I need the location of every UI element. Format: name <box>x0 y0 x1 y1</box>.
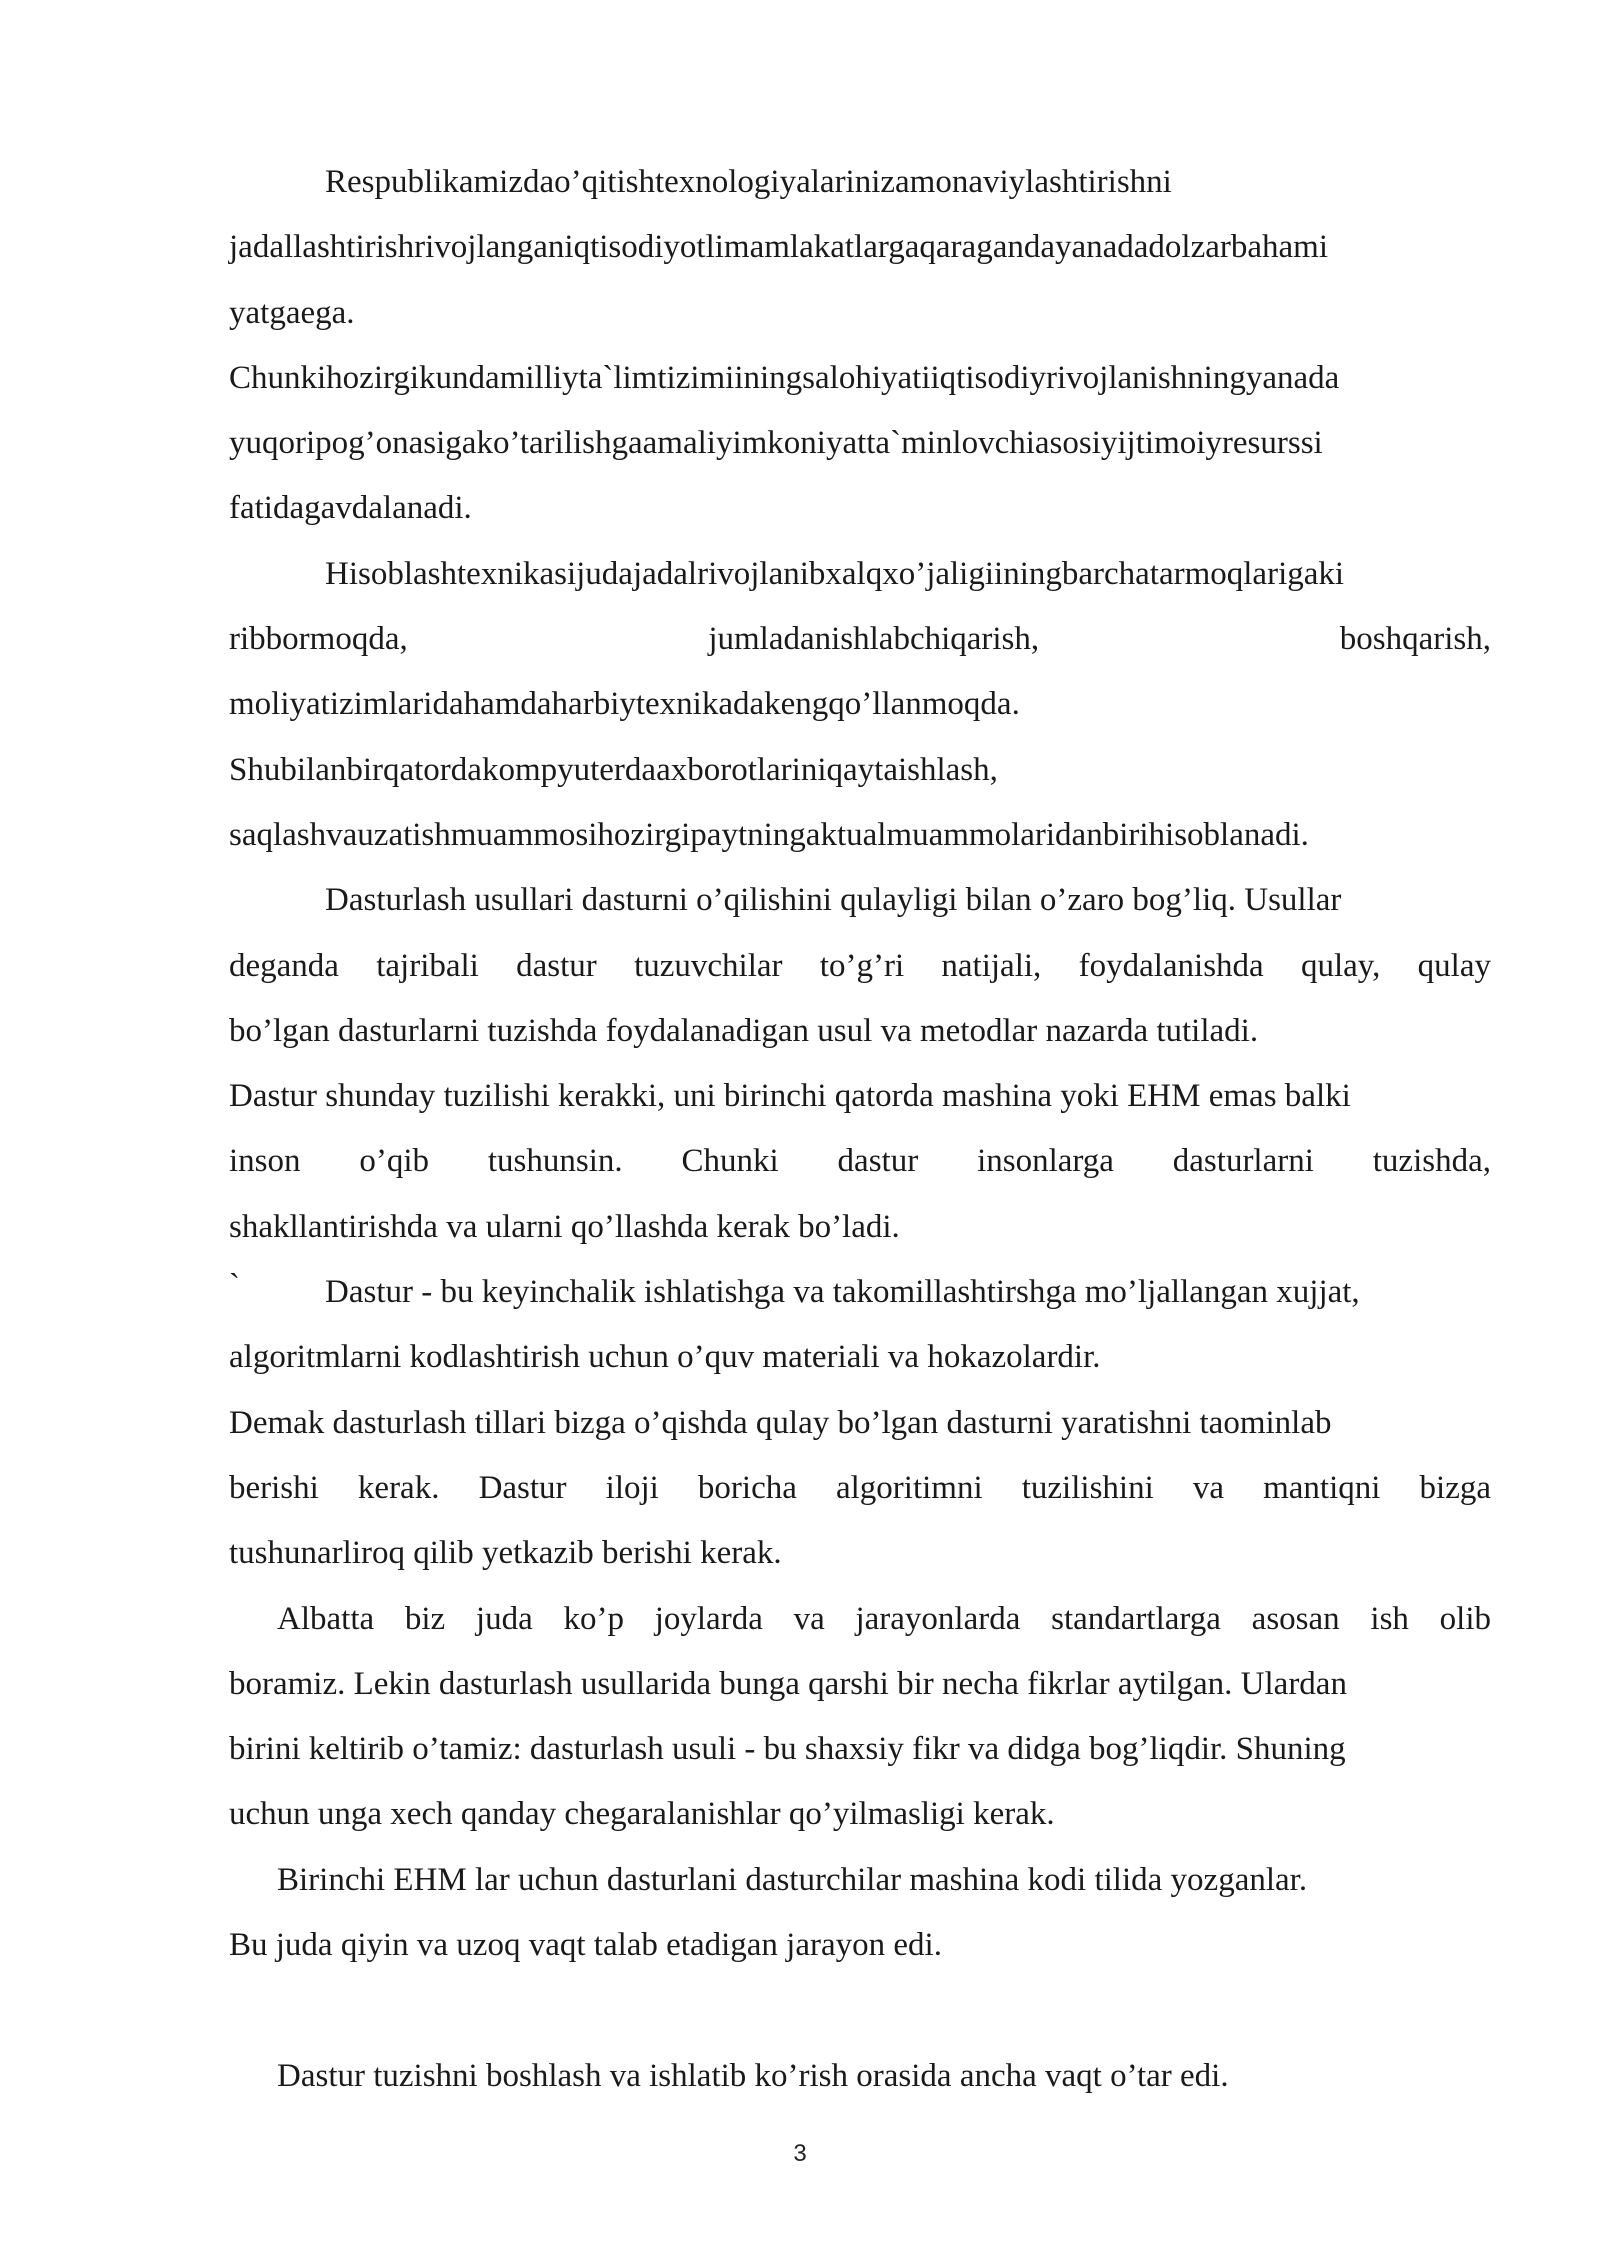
paragraph-10-line-2: Bu juda qiyin va uzoq vaqt talab etadigan jarayon edi. <box>229 1927 942 1964</box>
paragraph-6-line-1: Dastur shunday tuzilishi kerakki, uni birinchi qatorda mashina yoki EHM emas balki <box>229 1078 1351 1115</box>
paragraph-9-line-1: Albatta biz juda ko’p joylarda va jarayonlarda standartlarga asosan ish olib <box>277 1600 1491 1637</box>
paragraph-5-line-1: Dasturlash usullari dasturni o’qilishini qulayligi bilan o’zaro bog’liq. Usullar <box>325 882 1342 919</box>
paragraph-7-line-2: algoritmlarni kodlashtirish uchun o’quv materiali va hokazolardir. <box>229 1339 1101 1376</box>
paragraph-11-line-1: Dastur tuzishni boshlash va ishlatib ko’rish orasida ancha vaqt o’tar edi. <box>277 2057 1229 2094</box>
paragraph-4-line-2: saqlashvauzatishmuammosihozirgipaytningaktualmuammolaridanbirihisoblanadi. <box>229 816 1309 853</box>
paragraph-3-line-2: ribbormoqda, jumladanishlabchiqarish, boshqarish, <box>229 621 1491 658</box>
paragraph-9-line-4: uchun unga xech qanday chegaralanishlar qo’yilmasligi kerak. <box>229 1796 1055 1833</box>
stray-backtick: ` <box>229 1268 240 1305</box>
paragraph-6-line-2: inson o’qib tushunsin. Chunki dastur insonlarga dasturlarni tuzishda, <box>229 1143 1491 1180</box>
paragraph-9-line-2: boramiz. Lekin dasturlash usullarida bunga qarshi bir necha fikrlar aytilgan. Ulardan <box>229 1665 1347 1702</box>
paragraph-3-line-3: moliyatizimlaridahamdaharbiytexnikadakengqo’llanmoqda. <box>229 686 1020 723</box>
paragraph-2-line-1: Chunkihozirgikundamilliyta`limtizimiiningsalohiyatiiqtisodiyrivojlanishningyanada <box>229 359 1340 396</box>
paragraph-3-line-1: Hisoblashtexnikasijudajadalrivojlanibxalqxo’jaligiiningbarchatarmoqlarigaki <box>325 555 1345 592</box>
paragraph-5-line-2: deganda tajribali dastur tuzuvchilar to’g’ri natijali, foydalanishda qulay, qulay <box>229 947 1491 984</box>
paragraph-2-line-3: fatidagavdalanadi. <box>229 490 472 527</box>
paragraph-7-line-1-text: Dastur - bu keyinchalik ishlatishga va takomillashtirshga mo’ljallangan xujjat, <box>325 1274 1360 1311</box>
page-number: 3 <box>793 2140 807 2167</box>
paragraph-9-line-3: birini keltirib o’tamiz: dasturlash usuli - bu shaxsiy fikr va didga bog’liqdir. Shuning <box>229 1731 1346 1768</box>
paragraph-1-line-1: Respublikamizdao’qitishtexnologiyalarinizamonaviylashtirishni <box>325 164 1172 200</box>
paragraph-5-line-3: bo’lgan dasturlarni tuzishda foydalanadigan usul va metodlar nazarda tutiladi. <box>229 1012 1259 1049</box>
blank-line <box>229 1978 1491 2043</box>
paragraph-8-line-1: Demak dasturlash tillari bizga o’qishda qulay bo’lgan dasturni yaratishni taominlab <box>229 1404 1332 1441</box>
paragraph-8-line-3: tushunarliroq qilib yetkazib berishi kerak. <box>229 1535 782 1572</box>
paragraph-10-line-1: Birinchi EHM lar uchun dasturlani dasturchilar mashina kodi tilida yozganlar. <box>277 1861 1308 1898</box>
paragraph-8-line-2: berishi kerak. Dastur iloji boricha algoritimni tuzilishini va mantiqni bizga <box>229 1469 1491 1506</box>
body-text <box>229 150 1491 2109</box>
paragraph-1-line-3: yatgaega. <box>229 294 355 331</box>
paragraph-1-line-2: jadallashtirishrivojlanganiqtisodiyotlimamlakatlargaqaragandayanadadolzarbahami <box>229 229 1329 266</box>
paragraph-4-line-1: Shubilanbirqatordakompyuterdaaxborotlariniqaytaishlash, <box>229 751 998 788</box>
paragraph-6-line-3: shakllantirishda va ularni qo’llashda kerak bo’ladi. <box>229 1208 900 1245</box>
paragraph-7-line-1 <box>229 1260 1491 1325</box>
paragraph-2-line-2: yuqoripog’onasigako’tarilishgaamaliyimkoniyatta`minlovchiasosiyijtimoiyresurssi <box>229 425 1323 462</box>
